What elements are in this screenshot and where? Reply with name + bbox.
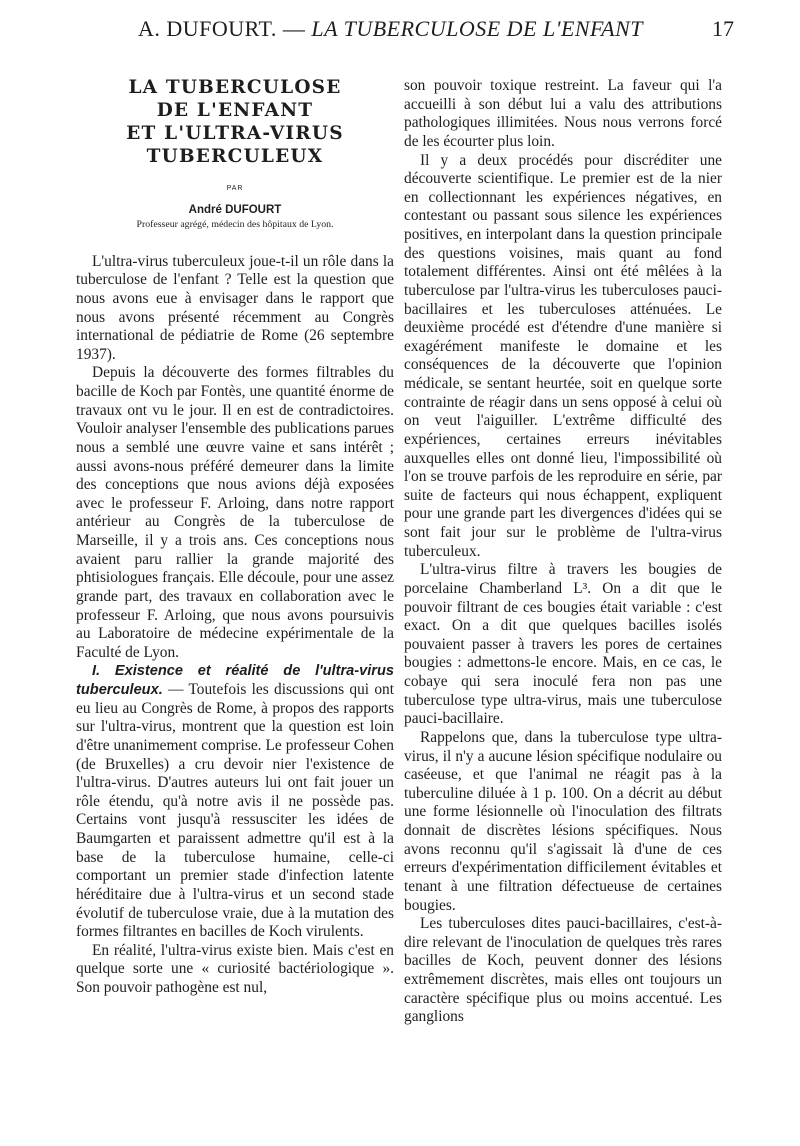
author-affiliation: Professeur agrégé, médecin des hôpitaux de Lyon. [136, 218, 334, 230]
paragraph: Il y a deux procédés pour discréditer une découverte scientifique. Le premier est de la nier en collectionnant les expériences négatives, en contestant ou passant sous silence les expériences positives, en interpolant dans la question principale des questions voisines, mais quant au fond totalement différentes. Ainsi ont été mêlées à la tuberculose par l'ultra-virus les tuberculoses pauci-bacillaires et les tuberculoses atténuées. Le deuxième procédé est d'étendre d'une manière si exagérément manifeste le domaine et les conséquences de la découverte que l'opinion médicale, se sentant heurtée, soit en quelque sorte contrainte de réagir dans un sens opposé à celui où on veut l'aiguiller. L'extrême difficulté des expériences, certaines erreurs inévitables auxquelles elles ont donné lieu, l'impossibilité où l'on se trouve parfois de les reproduire en série, par suite de facteurs qui nous échappent, expliquent pour une grande part les divergences d'idées qui se sont fait jour sur le problème de l'ultra-virus tuberculeux. [404, 151, 722, 560]
article-title-line: ET L'ULTRA-VIRUS [126, 123, 344, 144]
article-title-line: TUBERCULEUX [146, 146, 324, 167]
article-title [76, 76, 394, 168]
running-head-title: LA TUBERCULOSE DE L'ENFANT [311, 16, 644, 41]
paragraph: son pouvoir toxique restreint. La faveur qui l'a accueilli à son début lui a valu des attributions pathologiques illimitées. Nous nous verrons forcé de les écourter plus loin. [404, 77, 722, 150]
par-label: PAR [226, 185, 244, 192]
running-head [138, 16, 698, 42]
paragraph: Depuis la découverte des formes filtrables du bacille de Koch par Fontès, une quantité énorme de travaux ont vu le jour. Il en est de contradictoires. Vouloir analyser l'ensemble des publications parues nous a semblé une œuvre vaine et sans intérêt ; aussi avons-nous préféré demeurer dans la limite des conceptions que nous avions déjà exposées avec le professeur F. Arloing, dans notre rapport antérieur au Congrès de la tuberculose de Marseille, il y a trois ans. Ces conceptions nous avaient paru rallier la grande majorité des phtisiologues français. Elle découle, pour une assez grande part, des travaux en collaboration avec le professeur F. Arloing, que nous avons poursuivis au Laboratoire de médecine expérimentale de la Faculté de Lyon. [76, 364, 394, 661]
paragraph: L'ultra-virus filtre à travers les bougies de porcelaine Chamberland L³. On a dit que le pouvoir filtrant de ces bougies était variable : c'est exact. On a dit que quelques bacilles isolés pouvaient passer à travers les pores de certaines bougies : admettons-le encore. Mais, en ce cas, le cobaye qui sera inoculé fera non pas une tuberculose type ultra-virus, mais une tuberculose pauci-bacillaire. [404, 561, 722, 728]
paragraph: En réalité, l'ultra-virus existe bien. Mais c'est en quelque sorte une « curiosité bactériologique ». Son pouvoir pathogène est nul, [76, 941, 394, 996]
left-column [76, 76, 394, 998]
author-name: André DUFOURT [188, 203, 282, 216]
em-dash: — [168, 681, 184, 698]
article-title-line: DE L'ENFANT [156, 100, 314, 121]
right-column [404, 77, 722, 1027]
paragraph: Rappelons que, dans la tuberculose type ultra-virus, il n'y a aucune lésion spécifique nodulaire ou caséeuse, et que l'animal ne réagit pas à la tuberculine diluée à 1 p. 100. On a décrit au début une forme lésionnelle où l'inoculation des filtrats donnait de discrètes lésions spécifiques. Nous avons reconnu qu'il s'agissait là d'une de ces erreurs d'expérimentation difficilement évitables et tenant à une filtration défectueuse de certaines bougies. [404, 728, 722, 914]
running-head-separator: — [282, 16, 306, 41]
page-number: 17 [712, 16, 734, 41]
paragraph: L'ultra-virus tuberculeux joue-t-il un rôle dans la tuberculose de l'enfant ? Telle est la question que nous avons eue à envisager dans le rapport que nous avons présenté récemment au Congrès international de pédiatrie de Rome (26 septembre 1937). [76, 252, 394, 363]
running-head-author: A. DUFOURT. [138, 16, 277, 41]
section-heading: I. Existence et réalité de l'ultra-virus tuberculeux. [76, 663, 394, 698]
paragraph: Les tuberculoses dites pauci-bacillaires, c'est-à-dire relevant de l'inoculation de quelques très rares bacilles de Koch, peuvent donner des lésions extrêmement discrètes, mais elles ont toujours un caractère spécifique plus ou moins accentué. Les ganglions [404, 915, 722, 1026]
paragraph-section-1 [76, 662, 394, 941]
article-title-line: LA TUBERCULOSE [128, 77, 342, 98]
paragraph-text: Toutefois les discussions qui ont eu lieu au Congrès de Rome, à propos des rapports sur l'ultra-virus, montrent que la question est loin d'être unanimement comprise. Le professeur Cohen (de Bruxelles) a cru devoir nier l'existence de l'ultra-virus. D'autres auteurs lui ont fait jouer un rôle étendu, qu'à notre avis il ne possède pas. Certains vont jusqu'à ressusciter les idées de Baumgarten et paraissent admettre qu'il est à la base de la tuberculose humaine, celle-ci comportant un premier stade d'infection latente héréditaire due à l'ultra-virus et un second stade évolutif de tuberculose vraie, due à la mutation des formes filtrantes en bacilles de Koch virulents. [76, 681, 394, 941]
